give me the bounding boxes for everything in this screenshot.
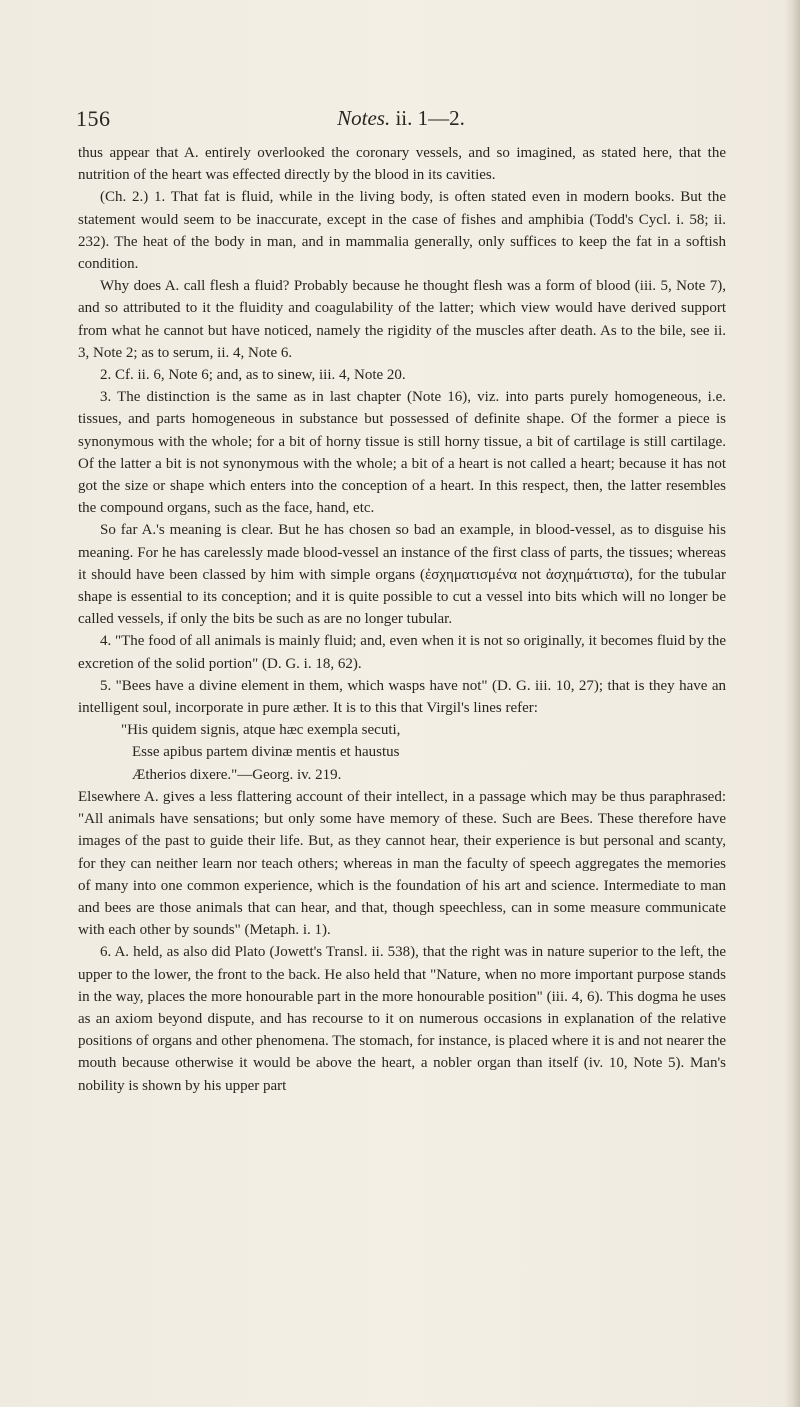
paragraph-note3: 3. The distinction is the same as in last chapter (Note 16), viz. into parts purely homogeneous, i.e. tissues, and parts homogeneous in substance but possessed of definite shape. Of the former a piece is synonymous with the whole; for a bit of horny tissue is still horny tissue, a bit of cartilage is still cartilage. Of the latter a bit is not synonymous with the whole; a bit of a heart is not called a heart; because it has not got the size or shape which enters into the conception of a heart. In this respect, then, the latter resembles the compound organs, such as the face, hand, etc. <box>78 389 726 517</box>
paragraph-note6: 6. A. held, as also did Plato (Jowett's Transl. ii. 538), that the right was in nature superior to the left, the upper to the lower, the front to the back. He also held that "Nature, when no more important purpose stands in the way, places the more honourable part in the more honourable position" (iii. 4, 6). This dogma he uses as an axiom beyond dispute, and has recourse to it on numerous occasions in explanation of the relative positions of organs and other phenomena. The stomach, for instance, is placed where it is and not nearer the mouth because otherwise it would be above the heart, a nobler organ than itself (iv. 10, Note 5). Man's nobility is shown by his upper part <box>78 944 726 1094</box>
verse-line: Esse apibus partem divinæ mentis et haustus <box>132 744 400 761</box>
verse-line: Ætherios dixere."—Georg. iv. 219. <box>132 766 342 783</box>
running-head <box>76 106 726 131</box>
body-text <box>78 142 726 1097</box>
paragraph-ch2-note1: (Ch. 2.) 1. That fat is fluid, while in the living body, is often stated even in modern books. But the statement would seem to be inaccurate, except in the case of fishes and amphibia (Todd's Cycl. i. 58; ii. 232). The heat of the body in man, and in mammalia generally, only suffices to keep the fat in a softish condition. <box>78 189 726 273</box>
verse-quotation <box>78 719 726 786</box>
page-number: 156 <box>76 106 111 131</box>
paragraph-continuation: thus appear that A. entirely overlooked the coronary vessels, and so imagined, as stated here, that the nutrition of the heart was effected directly by the blood in its cavities. <box>78 145 726 184</box>
paragraph-blood-vessel: So far A.'s meaning is clear. But he has chosen so bad an example, in blood-vessel, as to disguise his meaning. For he has carelessly made blood-vessel an instance of the first class of parts, the tissues; whereas it should have been classed by him with simple organs (ἐσχηματισμένα not ἀσχημάτιστα), for the tubular shape is essential to its conception; and it is quite possible to cut a vessel into bits which will no longer be called vessels, if only the bits be such as are no longer tubular. <box>78 522 726 628</box>
paragraph-note4: 4. "The food of all animals is mainly fluid; and, even when it is not so originally, it becomes fluid by the excretion of the solid portion" (D. G. i. 18, 62). <box>78 633 726 672</box>
paragraph-flesh-fluid: Why does A. call flesh a fluid? Probably because he thought flesh was a form of blood (iii. 5, Note 7), and so attributed to it the fluidity and coagulability of the latter; which view would have derived support from what he cannot but have noticed, namely the rigidity of the muscles after death. As to the bile, see ii. 3, Note 2; as to serum, ii. 4, Note 6. <box>78 278 726 361</box>
running-head-title: Notes. <box>337 106 391 130</box>
paragraph-note5: 5. "Bees have a divine element in them, which wasps have not" (D. G. iii. 10, 27); that is they have an intelligent soul, incorporate in pure æther. It is to this that Virgil's lines refer: <box>78 677 726 717</box>
paragraph-bees-intellect: Elsewhere A. gives a less flattering account of their intellect, in a passage which may be thus paraphrased: "All animals have sensations; but only some have memory of these. Such are Bees. These therefore have images of the past to guide their life. But, as they cannot hear, their experience is but personal and scanty, for they can neither learn nor teach others; whereas in man the faculty of speech aggregates the memories of many into one common experience, which is the foundation of his art and science. Intermediate to man and bees are those animals that can hear, and that, though speechless, can in some measure communicate with each other by sounds" (Metaph. i. 1). <box>78 788 726 939</box>
running-head-section: ii. 1—2. <box>390 106 465 130</box>
page-header <box>76 106 726 136</box>
paragraph-note2: 2. Cf. ii. 6, Note 6; and, as to sinew, iii. 4, Note 20. <box>100 367 406 384</box>
verse-line: "His quidem signis, atque hæc exempla secuti, <box>121 722 401 739</box>
page-edge-shadow <box>784 0 800 1407</box>
